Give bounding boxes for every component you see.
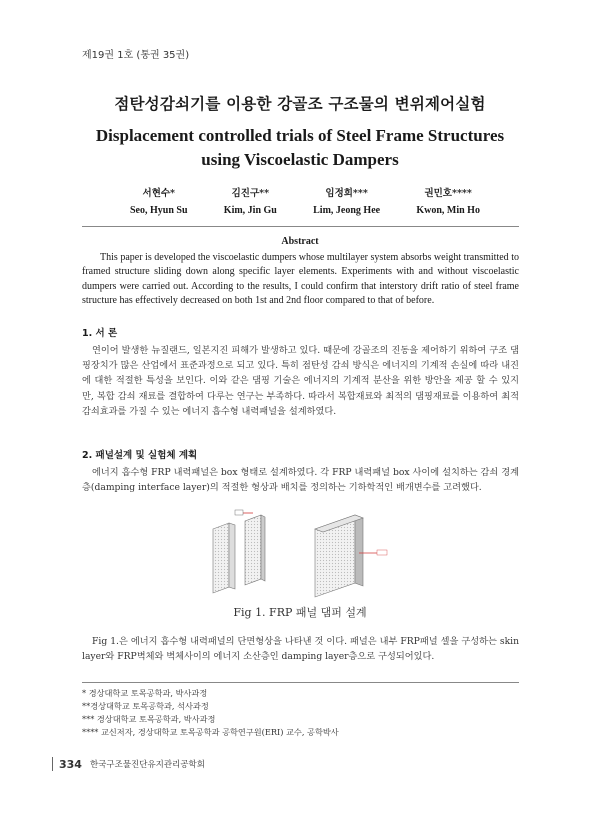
footnote: * 경상대학교 토목공학과, 박사과정 — [82, 688, 208, 698]
author-name-ko: 김진구** — [231, 188, 270, 199]
section-introduction-text: 연이어 발생한 뉴질랜드, 일본지진 피해가 발생하고 있다. 때문에 강골조의 진동을 제어하기 위하여 구조 댐핑장치가 많은 산업에서 표준과정으로 되고 있다. 특히 점탄성 감쇠 방식은 에너지의 기계적 손실에 따라 내진에 대한 적절한 특성을 보인다. 이와 같은 댐핑 기술은 에너지의 기계적 분산을 위한 방안을 제공 할 수 있지만, 복합 감쇠 재료를 결합하여 다루는 연구는 부족하다. 따라서 복합재료와 최적의 댐핑재료를 이용하여 최적 감쇠효과를 가질 수 있는 에너지 흡수형 내력패널을 설계하였다. — [82, 345, 519, 417]
figure-frp-panel-damper — [205, 505, 395, 600]
section-heading-panel-design: 2. 패널설계 및 실험체 계획 — [82, 450, 198, 461]
author-name-en: Seo, Hyun Su — [130, 205, 188, 216]
title-english — [0, 124, 600, 172]
footnote: *** 경상대학교 토목공학과, 박사과정 — [82, 714, 216, 724]
frp-panel-diagram — [205, 505, 395, 600]
author-2 — [224, 185, 277, 219]
author-name-en: Kwon, Min Ho — [416, 205, 480, 216]
abstract-heading: Abstract — [281, 236, 319, 247]
section-panel-design-continued: Fig 1.은 에너지 흡수형 내력패널의 단면형상을 나타낸 것 이다. 패널은 내부 FRP패널 셀을 구성하는 skin layer와 FRP벽체와 벽체사이의 에너지 소산층인 damping layer층으로 구성되어있다. — [82, 636, 519, 663]
abstract-text: This paper is developed the viscoelastic dumpers whose multilayer system absorbs weight transmitted to framed structure sliding down along specific layer elements. Experiments with and without viscoelastic dumpers were carried out. According to the results, I could confirm that interstory drift ratio of steel frame structure has effectively decreased on both 1st and 2nd floor compared to that of before. — [82, 252, 519, 307]
author-name-en: Kim, Jin Gu — [223, 205, 277, 216]
author-3 — [313, 185, 380, 219]
section-heading-introduction: 1. 서 론 — [82, 328, 118, 339]
title-korean: 점탄성감쇠기를 이용한 강골조 구조물의 변위제어실험 — [114, 95, 486, 113]
author-name-ko: 권민호**** — [424, 188, 472, 199]
footnote: **경상대학교 토목공학과, 석사과정 — [82, 701, 209, 711]
footnote: **** 교신저자, 경상대학교 토목공학과 공학연구원(ERI) 교수, 공학박사 — [82, 727, 339, 737]
title-english-line2: using Viscoelastic Dampers — [201, 150, 399, 169]
title-english-line1: Displacement controlled trials of Steel Frame Structures — [95, 126, 505, 145]
footnotes — [82, 682, 519, 739]
figure-caption: Fig 1. FRP 패널 댐퍼 설계 — [233, 606, 367, 619]
footer-divider — [52, 757, 53, 771]
journal-volume: 제19권 1호 (통권 35권) — [82, 50, 190, 61]
exploded-panel-left — [213, 523, 235, 593]
section-panel-design-text: 에너지 흡수형 FRP 내력패널은 box 형태로 설계하였다. 각 FRP 내력패널 box 사이에 설치하는 감쇠 경계층(damping interface layer)의 적절한 형상과 배치를 정의하는 기하학적인 배개변수를 고려했다. — [82, 467, 519, 494]
author-name-en: Lim, Jeong Hee — [313, 205, 381, 216]
page-number: 334 — [59, 757, 82, 771]
divider — [82, 226, 519, 227]
author-1 — [130, 185, 188, 219]
exploded-panel-middle — [235, 510, 265, 585]
page-footer — [52, 757, 205, 771]
author-list — [130, 185, 480, 219]
author-name-ko: 임정희*** — [325, 188, 368, 199]
author-name-ko: 서현수* — [142, 188, 176, 199]
society-name: 한국구조물진단유지관리공학회 — [89, 760, 205, 770]
author-4 — [416, 185, 480, 219]
assembled-panel-right — [315, 515, 387, 597]
